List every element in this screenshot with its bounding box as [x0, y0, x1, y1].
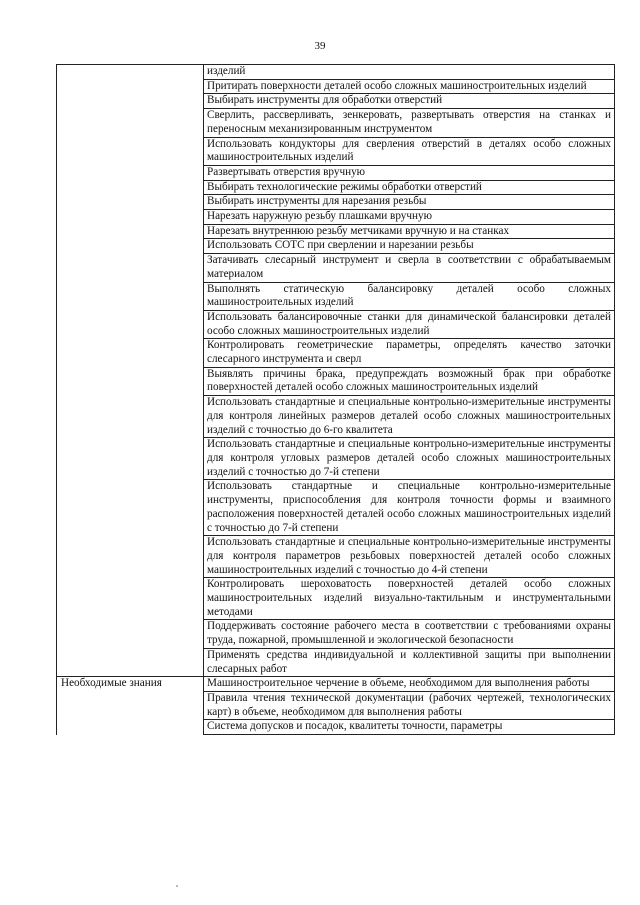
ability-item: Контролировать геометрические параметры, определять качество заточки слесарного инструмента и сверл: [204, 339, 615, 367]
ability-item: Использовать стандартные и специальные контрольно-измерительные инструменты для контроля угловых размеров деталей особо сложных машиностроительных изделий с точностью до 7-й степени: [204, 438, 615, 480]
ability-item: Использовать СОТС при сверлении и нарезании резьбы: [204, 239, 615, 254]
ability-item: Выбирать инструменты для нарезания резьбы: [204, 195, 615, 210]
ability-item: Использовать стандартные и специальные контрольно-измерительные инструменты для контроля линейных размеров деталей особо сложных машиностроительных изделий с точностью до 6-го квалитета: [204, 396, 615, 438]
ability-item: Применять средства индивидуальной и коллективной защиты при выполнении слесарных работ: [204, 648, 615, 676]
skills-table: [56, 64, 615, 735]
ability-item: Выбирать инструменты для обработки отверстий: [204, 94, 615, 109]
ability-item: изделий: [204, 65, 615, 80]
scan-mark: [176, 885, 178, 887]
ability-item: Поддерживать состояние рабочего места в соответствии с требованиями охраны труда, пожарной, промышленной и экологической безопасности: [204, 620, 615, 648]
ability-item: Нарезать наружную резьбу плашками вручную: [204, 210, 615, 225]
ability-item: Затачивать слесарный инструмент и сверла в соответствии с обрабатываемым материалом: [204, 254, 615, 282]
ability-item: Нарезать внутреннюю резьбу метчиками вручную и на станках: [204, 224, 615, 239]
page-number: 39: [314, 40, 326, 52]
knowledge-item: Правила чтения технической документации (рабочих чертежей, технологических карт) в объеме, необходимом для выполнения работы: [204, 691, 615, 719]
ability-item: Использовать балансировочные станки для динамической балансировки деталей особо сложных машиностроительных изделий: [204, 310, 615, 338]
knowledge-item: Система допусков и посадок, квалитеты точности, параметры: [204, 720, 615, 735]
ability-item: Использовать стандартные и специальные контрольно-измерительные инструменты, приспособления для контроля точности формы и взаимного расположения поверхностей деталей особо сложных машиностроительных изделий с точностью до 7-й степени: [204, 480, 615, 536]
abilities-label-cell: [57, 65, 204, 677]
knowledge-label: Необходимые знания: [57, 677, 204, 735]
ability-item: Выявлять причины брака, предупреждать возможный брак при обработке поверхностей деталей особо сложных машиностроительных изделий: [204, 367, 615, 395]
ability-item: Выбирать технологические режимы обработки отверстий: [204, 180, 615, 195]
ability-item: Использовать кондукторы для сверления отверстий в деталях особо сложных машиностроительных изделий: [204, 137, 615, 165]
ability-item: Использовать стандартные и специальные контрольно-измерительные инструменты для контроля параметров резьбовых поверхностей деталей особо сложных машиностроительных изделий с точностью до 4-й степени: [204, 536, 615, 578]
ability-item: Выполнять статическую балансировку деталей особо сложных машиностроительных изделий: [204, 282, 615, 310]
table-row: [57, 65, 615, 80]
knowledge-item: Машиностроительное черчение в объеме, необходимом для выполнения работы: [204, 677, 615, 692]
ability-item: Развертывать отверстия вручную: [204, 165, 615, 180]
table-row: [57, 677, 615, 692]
ability-item: Сверлить, рассверливать, зенкеровать, развертывать отверстия на станках и переносным механизированным инструментом: [204, 109, 615, 137]
ability-item: Контролировать шероховатость поверхностей деталей особо сложных машиностроительных изделий визуально-тактильным и инструментальными методами: [204, 578, 615, 620]
ability-item: Притирать поверхности деталей особо сложных машиностроительных изделий: [204, 79, 615, 94]
